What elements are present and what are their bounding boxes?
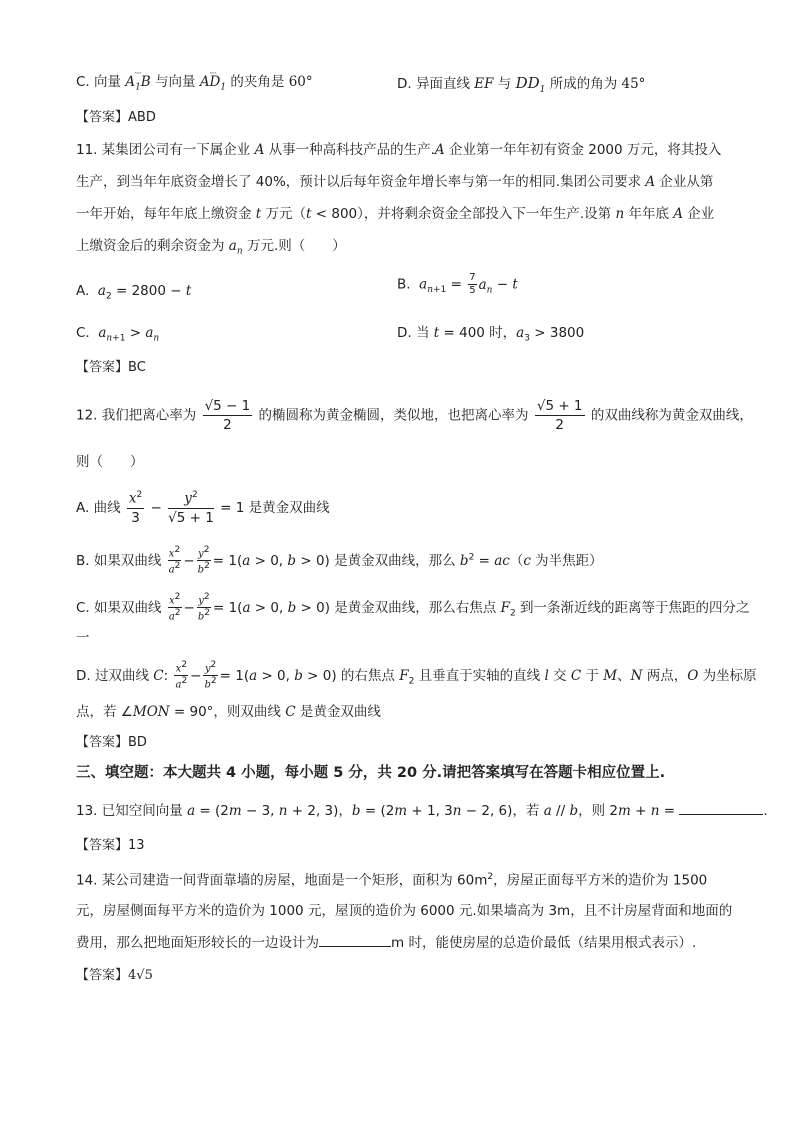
q12-option-d2: 点，若 ∠MON = 90°，则双曲线 C 是黄金双曲线 [76, 704, 381, 720]
q10-option-d: D. 异面直线 EF 与 $DD_1$ 所成的角为 45° [397, 74, 646, 95]
q12-option-a: A. 曲线 $\frac{x^2}{3}$ − $\frac{y^2}{√5 + 1}$ = 1 是黄金双曲线 [76, 490, 330, 526]
q11-line2: 生产，到当年年底资金增长了 40%，预计以后每年资金年增长率与第一年的相同.集团公司要求 A 企业从第 [76, 174, 714, 190]
q13-question: 13. 已知空间向量 a = (2m − 3, n + 2, 3)，b = (2m + 1, 3n − 2, 6)，若 a // b，则 2m + n = . [76, 803, 768, 819]
q12-answer: 【答案】BD [76, 735, 147, 750]
q11-option-c: C. $a_{n+1} > a_n$ [76, 325, 160, 344]
q14-answer: 【答案】4√5 [76, 968, 153, 983]
q11-answer: 【答案】BC [76, 360, 146, 375]
q11-option-d: D. 当 t = 400 时，$a_3 > 3800$ [397, 325, 585, 344]
q12-option-c2: 一 [76, 630, 90, 646]
q12-option-b: B. 如果双曲线 $\frac{x^2}{a^2}$ − $\frac{y^2}{b^2}$ = 1(a > 0, b > 0) 是黄金双曲线，那么 $b^2 = ac(c$ 为半焦距） [76, 545, 603, 576]
q14-line3: 费用，那么把地面矩形较长的一边设计为 m 时，能使房屋的总造价最低（结果用根式表示）. [76, 935, 697, 951]
q14-line1: 14. 某公司建造一间背面靠墙的房屋，地面是一个矩形，面积为 $60m^2$，房屋正面每平方米的造价为 1500 [76, 872, 708, 889]
section-3-heading: 三、填空题：本大题共 4 小题，每小题 5 分，共 20 分.请把答案填写在答题卡相应位置上. [76, 765, 666, 781]
q12-line2: 则（ ） [76, 454, 144, 470]
q11-option-b: B. $a_{n+1}$ = $\frac{7}{5}$ $a_n - t$ [397, 272, 518, 296]
q10-answer: 【答案】ABD [76, 110, 156, 125]
q10-option-c: C. 向量 $A_1B$ ꞈꞈꞈ 与向量 $AD_1$ ꞈꞈꞈ 的夹角是 60° [76, 66, 313, 93]
q12-option-d1: D. 过双曲线 C: $\frac{x^2}{a^2}$ − $\frac{y^2}{b^2}$ = 1(a > 0, b > 0) 的右焦点 $F_2$ 且垂直于实轴的直线 l 交 C 于 M、N 两点，O 为坐标原 [76, 660, 757, 691]
q11-line1: 11. 某集团公司有一下属企业 A 从事一种高科技产品的生产.A 企业第一年年初有资金 2000 万元，将其投入 [76, 142, 722, 158]
q11-option-a: A. $a_2 = 2800 - t$ [76, 283, 192, 302]
q14-line2: 元，房屋侧面每平方米的造价为 1000 元，屋顶的造价为 6000 元.如果墙高为 3m，且不计房屋背面和地面的 [76, 903, 733, 919]
q13-answer: 【答案】13 [76, 838, 145, 853]
q12-line1: 12. 我们把离心率为 $\frac{√5 - 1}{2}$ 的椭圆称为黄金椭圆，类似地，也把离心率为 $\frac{√5 + 1}{2}$ 的双曲线称为黄金双曲线， [76, 398, 753, 434]
q12-option-c1: C. 如果双曲线 $\frac{x^2}{a^2}$ − $\frac{y^2}{b^2}$ = 1(a > 0, b > 0) 是黄金双曲线，那么右焦点 $F_2$ 到一条渐近线的距离等于焦距的四分之 [76, 592, 750, 623]
q11-line3: 一年开始，每年年底上缴资金 t 万元（t < 800），并将剩余资金全部投入下一年生产.设第 n 年年底 A 企业 [76, 206, 715, 222]
q11-line4: 上缴资金后的剩余资金为 $a_n$ 万元.则（ ） [76, 238, 346, 257]
